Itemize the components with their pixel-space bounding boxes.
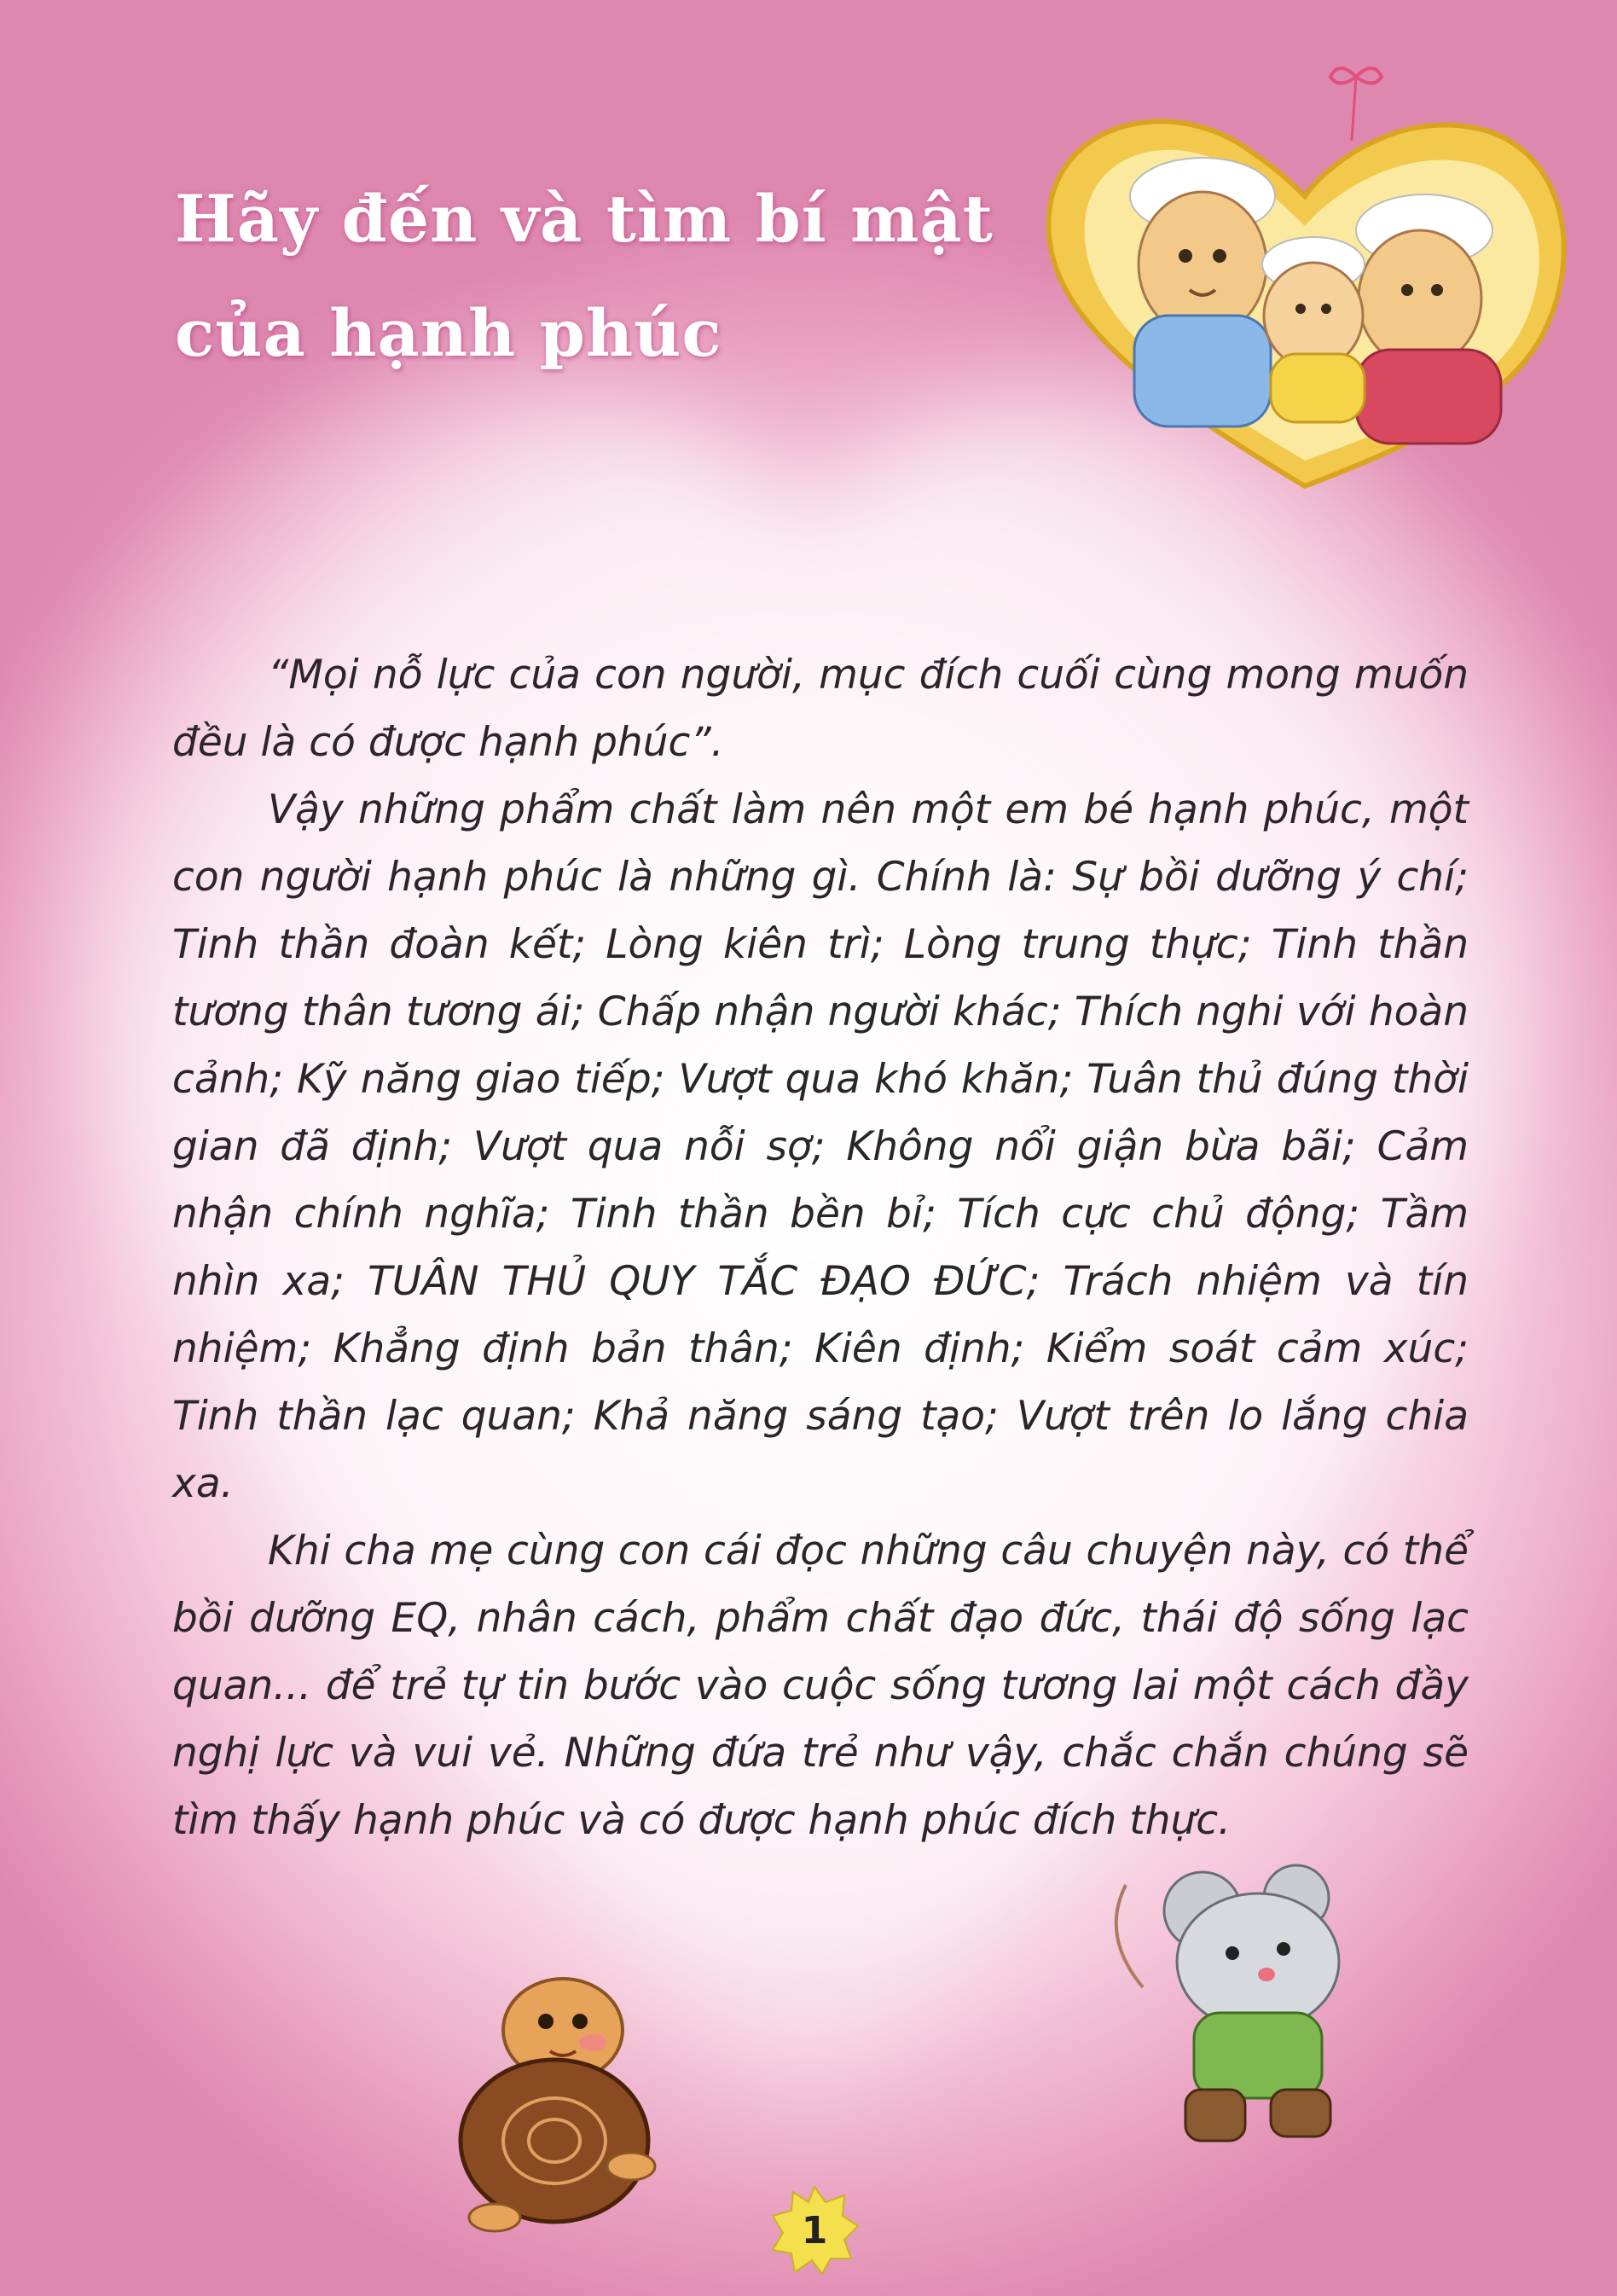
turtle-illustration: [443, 1962, 682, 2235]
paragraph-1: “Mọi nỗ lực của con người, mục đích cuối cùng mong muốn đều là có được hạnh phúc”.: [172, 652, 1469, 766]
title-line-1: Hãy đến và tìm bí mật: [175, 181, 994, 257]
paragraph-3: Khi cha mẹ cùng con cái đọc những câu chuyện này, có thể bồi dưỡng EQ, nhân cách, phẩm chất đạo đức, thái độ sống lạc quan... để trẻ tự tin bước vào cuộc sống tương lai một cách đầy nghị lực và vui vẻ. Những đứa trẻ như vậy, chắc chắn chúng sẽ tìm thấy hạnh phúc và có được hạnh phúc đích thực.: [172, 1528, 1469, 1844]
title-line-2: của hạnh phúc: [175, 295, 722, 371]
paragraph-2: Vậy những phẩm chất làm nên một em bé hạnh phúc, một con người hạnh phúc là những gì. Chính là: Sự bồi dưỡng ý chí; Tinh thần đoàn kết; Lòng kiên trì; Lòng trung thực; Tinh thần tương thân tương ái; Chấp nhận người khác; Thích nghi với hoàn cảnh; Kỹ năng giao tiếp; Vượt qua khó khăn; Tuân thủ đúng thời gian đã định; Vượt qua nỗi sợ; Không nổi giận bừa bãi; Cảm nhận chính nghĩa; Tinh thần bền bỉ; Tích cực chủ động; Tầm nhìn xa; TUÂN THỦ QUY TẮC ĐẠO ĐỨC; Trách nhiệm và tín nhiệm; Khẳng định bản thân; Kiên định; Kiểm soát cảm xúc; Tinh thần lạc quan; Khả năng sáng tạo; Vượt trên lo lắng chia xa.: [172, 786, 1469, 1507]
mouse-illustration: [1092, 1851, 1373, 2158]
body-text: [172, 641, 1469, 1854]
page-title: [175, 162, 1028, 391]
heart-frame-illustration: [1032, 60, 1578, 520]
page-number: 1: [801, 2208, 828, 2253]
